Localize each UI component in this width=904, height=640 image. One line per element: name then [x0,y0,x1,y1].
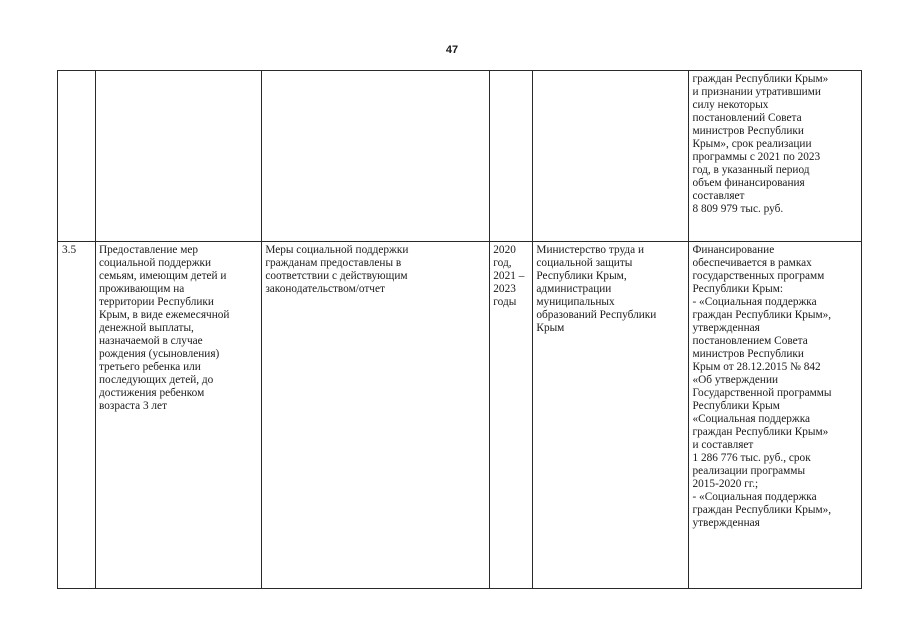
cell-funding [689,242,862,589]
text-line: государственных программ [692,270,825,282]
text-line: постановлений Совета [692,112,802,124]
text-line: 8 809 979 тыс. руб. [692,203,784,215]
text-line: министров Республики [692,348,804,360]
text-line: и составляет [692,439,754,451]
text-line: граждан Республики Крым», [692,504,832,516]
text-line: программы с 2021 по 2023 [692,151,821,163]
text-line: Крым», срок реализации [692,138,812,150]
text-line: постановлением Совета [692,335,808,347]
text-line: объем финансирования [692,177,805,189]
text-line: назначаемой в случае [98,335,203,347]
text-line: администрации [536,283,612,295]
cell-result [262,242,490,589]
text-line: Крым от 28.12.2015 № 842 [692,361,821,373]
text-line: 2015-2020 гг.; [692,478,759,490]
text-line: соответствии с действующим [265,270,408,282]
text-line: 1 286 776 тыс. руб., срок [692,452,811,464]
cell-row-number: 3.5 [58,242,96,589]
text-line: законодательством/отчет [265,283,385,295]
text-line: и признании утратившими [692,86,821,98]
text-line: составляет [692,190,745,202]
text-line: денежной выплаты, [98,322,194,334]
text-line: последующих детей, до [98,374,214,386]
text-line: 2021 – [493,270,525,282]
text-line: Предоставление мер [98,244,199,256]
text-line: - «Социальная поддержка [692,296,817,308]
table-row-3-5 [58,242,862,589]
text-line: территории Республики [98,296,214,308]
text-line: Меры социальной поддержки [265,244,409,256]
cell-executor-empty [533,71,689,242]
text-line: граждан Республики Крым» [692,426,829,438]
text-line: социальной защиты [536,257,633,269]
text-line: образований Республики [536,309,657,321]
text-line: достижения ребенком [98,387,205,399]
text-line: Крым [536,322,565,334]
text-line: реализации программы [692,465,806,477]
text-line: граждан Республики Крым», [692,309,832,321]
text-line: Государственной программы [692,387,832,399]
cell-term-empty [490,71,533,242]
text-line: семьям, имеющим детей и [98,270,227,282]
text-line: гражданам предоставлены в [265,257,402,269]
text-line: «Социальная поддержка [692,413,811,425]
text-line: обеспечивается в рамках [692,257,812,269]
text-line: утвержденная [692,322,760,334]
measures-table [57,70,862,589]
text-line: муниципальных [536,296,615,308]
cell-result-empty [262,71,490,242]
cell-executor [533,242,689,589]
text-line: социальной поддержки [98,257,212,269]
text-line: силу некоторых [692,99,769,111]
text-line: год, в указанный период [692,164,810,176]
text-line: проживающим на [98,283,185,295]
cell-number-empty [58,71,96,242]
text-line: Крым, в виде ежемесячной [98,309,230,321]
text-line: Республики Крым [692,400,780,412]
cell-funding-continuation [689,71,862,242]
text-line: третьего ребенка или [98,361,201,373]
page-number: 47 [445,44,459,56]
text-line: рождения (усыновления) [98,348,220,360]
text-line: Министерство труда и [536,244,645,256]
text-line: Финансирование [692,244,775,256]
text-line: год, [493,257,512,269]
cell-measure [95,242,261,589]
text-line: граждан Республики Крым» [692,73,829,85]
text-line: утвержденная [692,517,760,529]
text-line: 2020 [493,244,516,256]
text-line: Республики Крым, [536,270,627,282]
text-line: возраста 3 лет [98,400,168,412]
text-line: - «Социальная поддержка [692,491,817,503]
text-line: 2023 [493,283,516,295]
text-line: годы [493,296,517,308]
text-line: «Об утверждении [692,374,779,386]
cell-measure-empty [95,71,261,242]
text-line: Республики Крым: [692,283,784,295]
cell-term [490,242,533,589]
table-row-continuation [58,71,862,242]
text-line: министров Республики [692,125,804,137]
